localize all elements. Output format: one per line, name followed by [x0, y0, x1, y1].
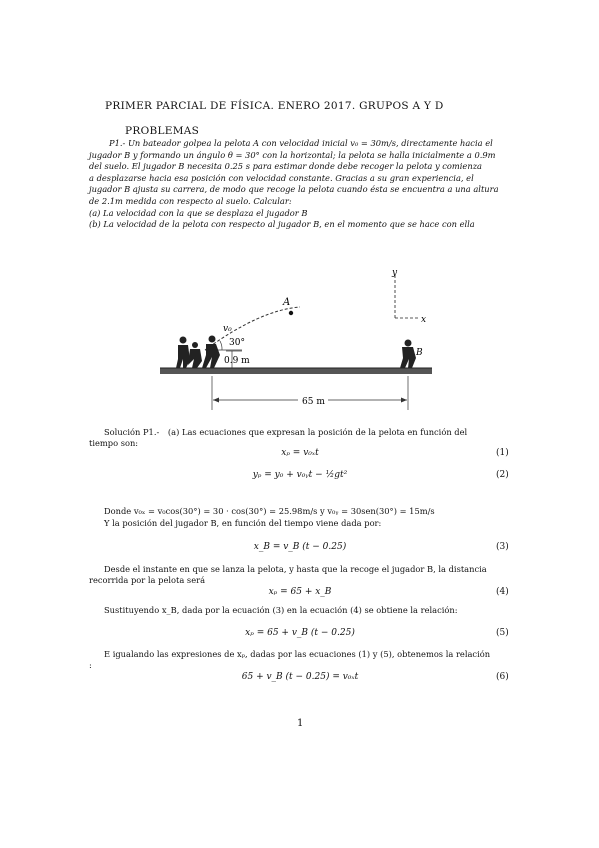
player-b-position-line: Y la posición del jugador B, en función del tiempo viene dada por: [104, 518, 382, 528]
problem-line: (b) La velocidad de la pelota con respecto al jugador B, en el momento que se hace con ella [89, 219, 475, 230]
problem-line: P1.- Un bateador golpea la pelota A con velocidad inicial v₀ = 30m/s, directamente hacia el [109, 138, 493, 148]
angle-arc [220, 341, 222, 350]
ball-A [289, 311, 293, 315]
equation-4-number: (4) [496, 587, 509, 597]
equation-2: yₚ = y₀ + v₀ᵧt − ½gt² [252, 470, 348, 480]
batter-figures [176, 336, 220, 369]
axis-y-label: y [392, 268, 398, 278]
label-v0: v₀ [223, 324, 232, 334]
equating-line-2: : [89, 660, 92, 670]
distance-line-1: Desde el instante en que se lanza la pelota, y hasta que la recoge el jugador B, la distancia [104, 564, 487, 574]
solution-intro [104, 427, 514, 439]
problem-line: del suelo. El jugador B necesita 0.25 s para estimar donde debe recoger la pelota y comienza [89, 161, 483, 172]
equation-3: x_B = v_B (t − 0.25) [253, 542, 347, 552]
label-B: B [416, 348, 423, 358]
section-title: PROBLEMAS [125, 125, 200, 137]
equation-3-number: (3) [496, 542, 509, 552]
solution-intro-cont: tiempo son: [89, 438, 139, 448]
axis-x-label: x [421, 315, 427, 325]
label-angle: 30° [229, 338, 245, 348]
equating-line-1: E igualando las expresiones de xₚ, dadas por las ecuaciones (1) y (5), obtenemos la relación [104, 649, 491, 659]
equation-6-number: (6) [496, 672, 509, 682]
distance-arrow-right [401, 398, 407, 403]
problem-statement [89, 138, 514, 231]
problem-line: (a) La velocidad con la que se desplaza el jugador B [89, 207, 308, 218]
equation-1-number: (1) [496, 448, 509, 458]
problem-line: jugador B y formando un ángulo θ = 30° con la horizontal; la pelota se halla inicialmente a 0.9m [89, 149, 496, 160]
substitution-line: Sustituyendo x_B, dada por la ecuación (3) en la ecuación (4) se obtiene la relación: [104, 605, 458, 615]
components-line: Donde v₀ₓ = v₀cos(30°) = 30 · cos(30°) = 25.98m/s y v₀ᵧ = 30sen(30°) = 15m/s [104, 506, 435, 516]
equation-1: xₚ = v₀ₓt [281, 448, 319, 458]
problem-line: jugador B ajusta su carrera, de modo que recoge la pelota cuando ésta se encuentra a una altura [89, 184, 499, 195]
player-B [400, 340, 416, 369]
problem-line: a desplazarse hacia esa posición con velocidad constante. Gracias a su gran experiencia, el [89, 172, 474, 183]
solution-label: Solución P1.- [104, 427, 160, 437]
distance-arrow-left [213, 398, 219, 403]
problem-figure [150, 255, 450, 420]
equation-2-number: (2) [496, 470, 509, 480]
problem-line: de 2.1m medida con respecto al suelo. Calcular: [89, 195, 292, 206]
label-distance: 65 m [302, 397, 325, 407]
label-height: 0.9 m [224, 356, 250, 366]
solution-intro-text: (a) Las ecuaciones que expresan la posición de la pelota en función del [167, 427, 468, 437]
equation-5-number: (5) [496, 628, 509, 638]
ground [160, 368, 432, 374]
label-A: A [283, 297, 291, 308]
page-number: 1 [297, 718, 304, 729]
distance-line-2: recorrida por la pelota será [89, 575, 206, 585]
document-title: PRIMER PARCIAL DE FÍSICA. ENERO 2017. GRUPOS A Y D [105, 100, 444, 112]
equation-6: 65 + v_B (t − 0.25) = v₀ₓt [241, 672, 359, 682]
ball-trajectory [205, 307, 300, 350]
equation-4: xₚ = 65 + x_B [268, 587, 332, 597]
equation-5: xₚ = 65 + v_B (t − 0.25) [245, 628, 355, 638]
